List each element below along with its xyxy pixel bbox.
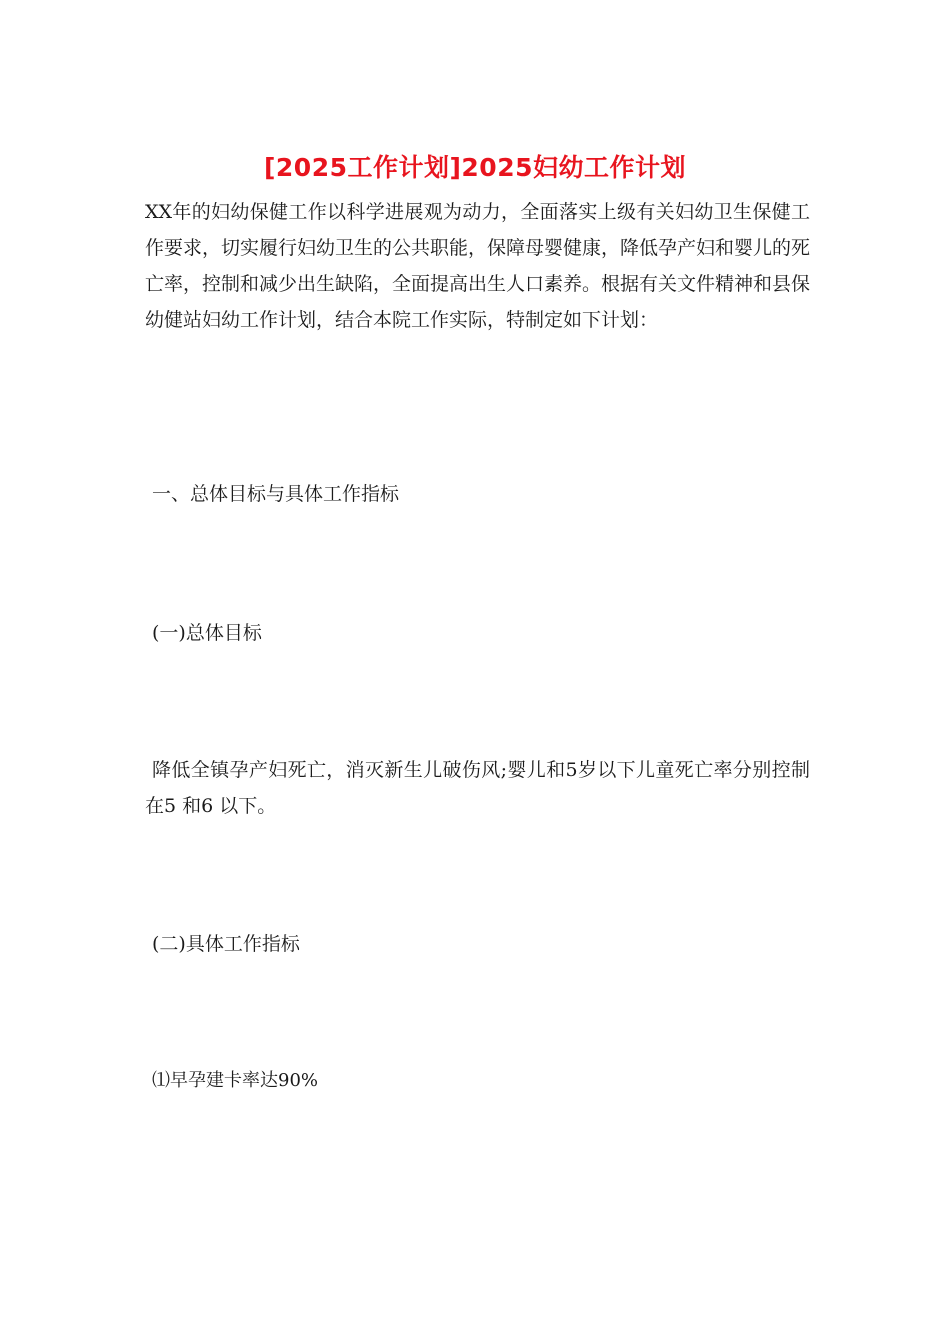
document-title: [2025工作计划]2025妇幼工作计划 — [263, 153, 686, 182]
intro-paragraph: XX年的妇幼保健工作以科学进展观为动力，全面落实上级有关妇幼卫生保健工作要求，切实履行妇幼卫生的公共职能，保障母婴健康，降低孕产妇和婴儿的死亡率，控制和减少出生缺陷，全面提高出生人口素养。根据有关文件精神和县保幼健站妇幼工作计划，结合本院工作实际，特制定如下计划： — [145, 201, 811, 331]
goal-paragraph: 降低全镇孕产妇死亡，消灭新生儿破伤风;婴儿和5岁以下儿童死亡率分别控制在5 和6 以下。 — [145, 759, 810, 817]
indicator-item: ⑴早孕建卡率达90% — [152, 1070, 319, 1091]
subsection-heading-specific-indicators: (二)具体工作指标 — [152, 933, 300, 955]
subsection-heading-overall-goal: (一)总体目标 — [152, 622, 262, 644]
section-heading-overall-goals: 一、总体目标与具体工作指标 — [152, 483, 400, 505]
